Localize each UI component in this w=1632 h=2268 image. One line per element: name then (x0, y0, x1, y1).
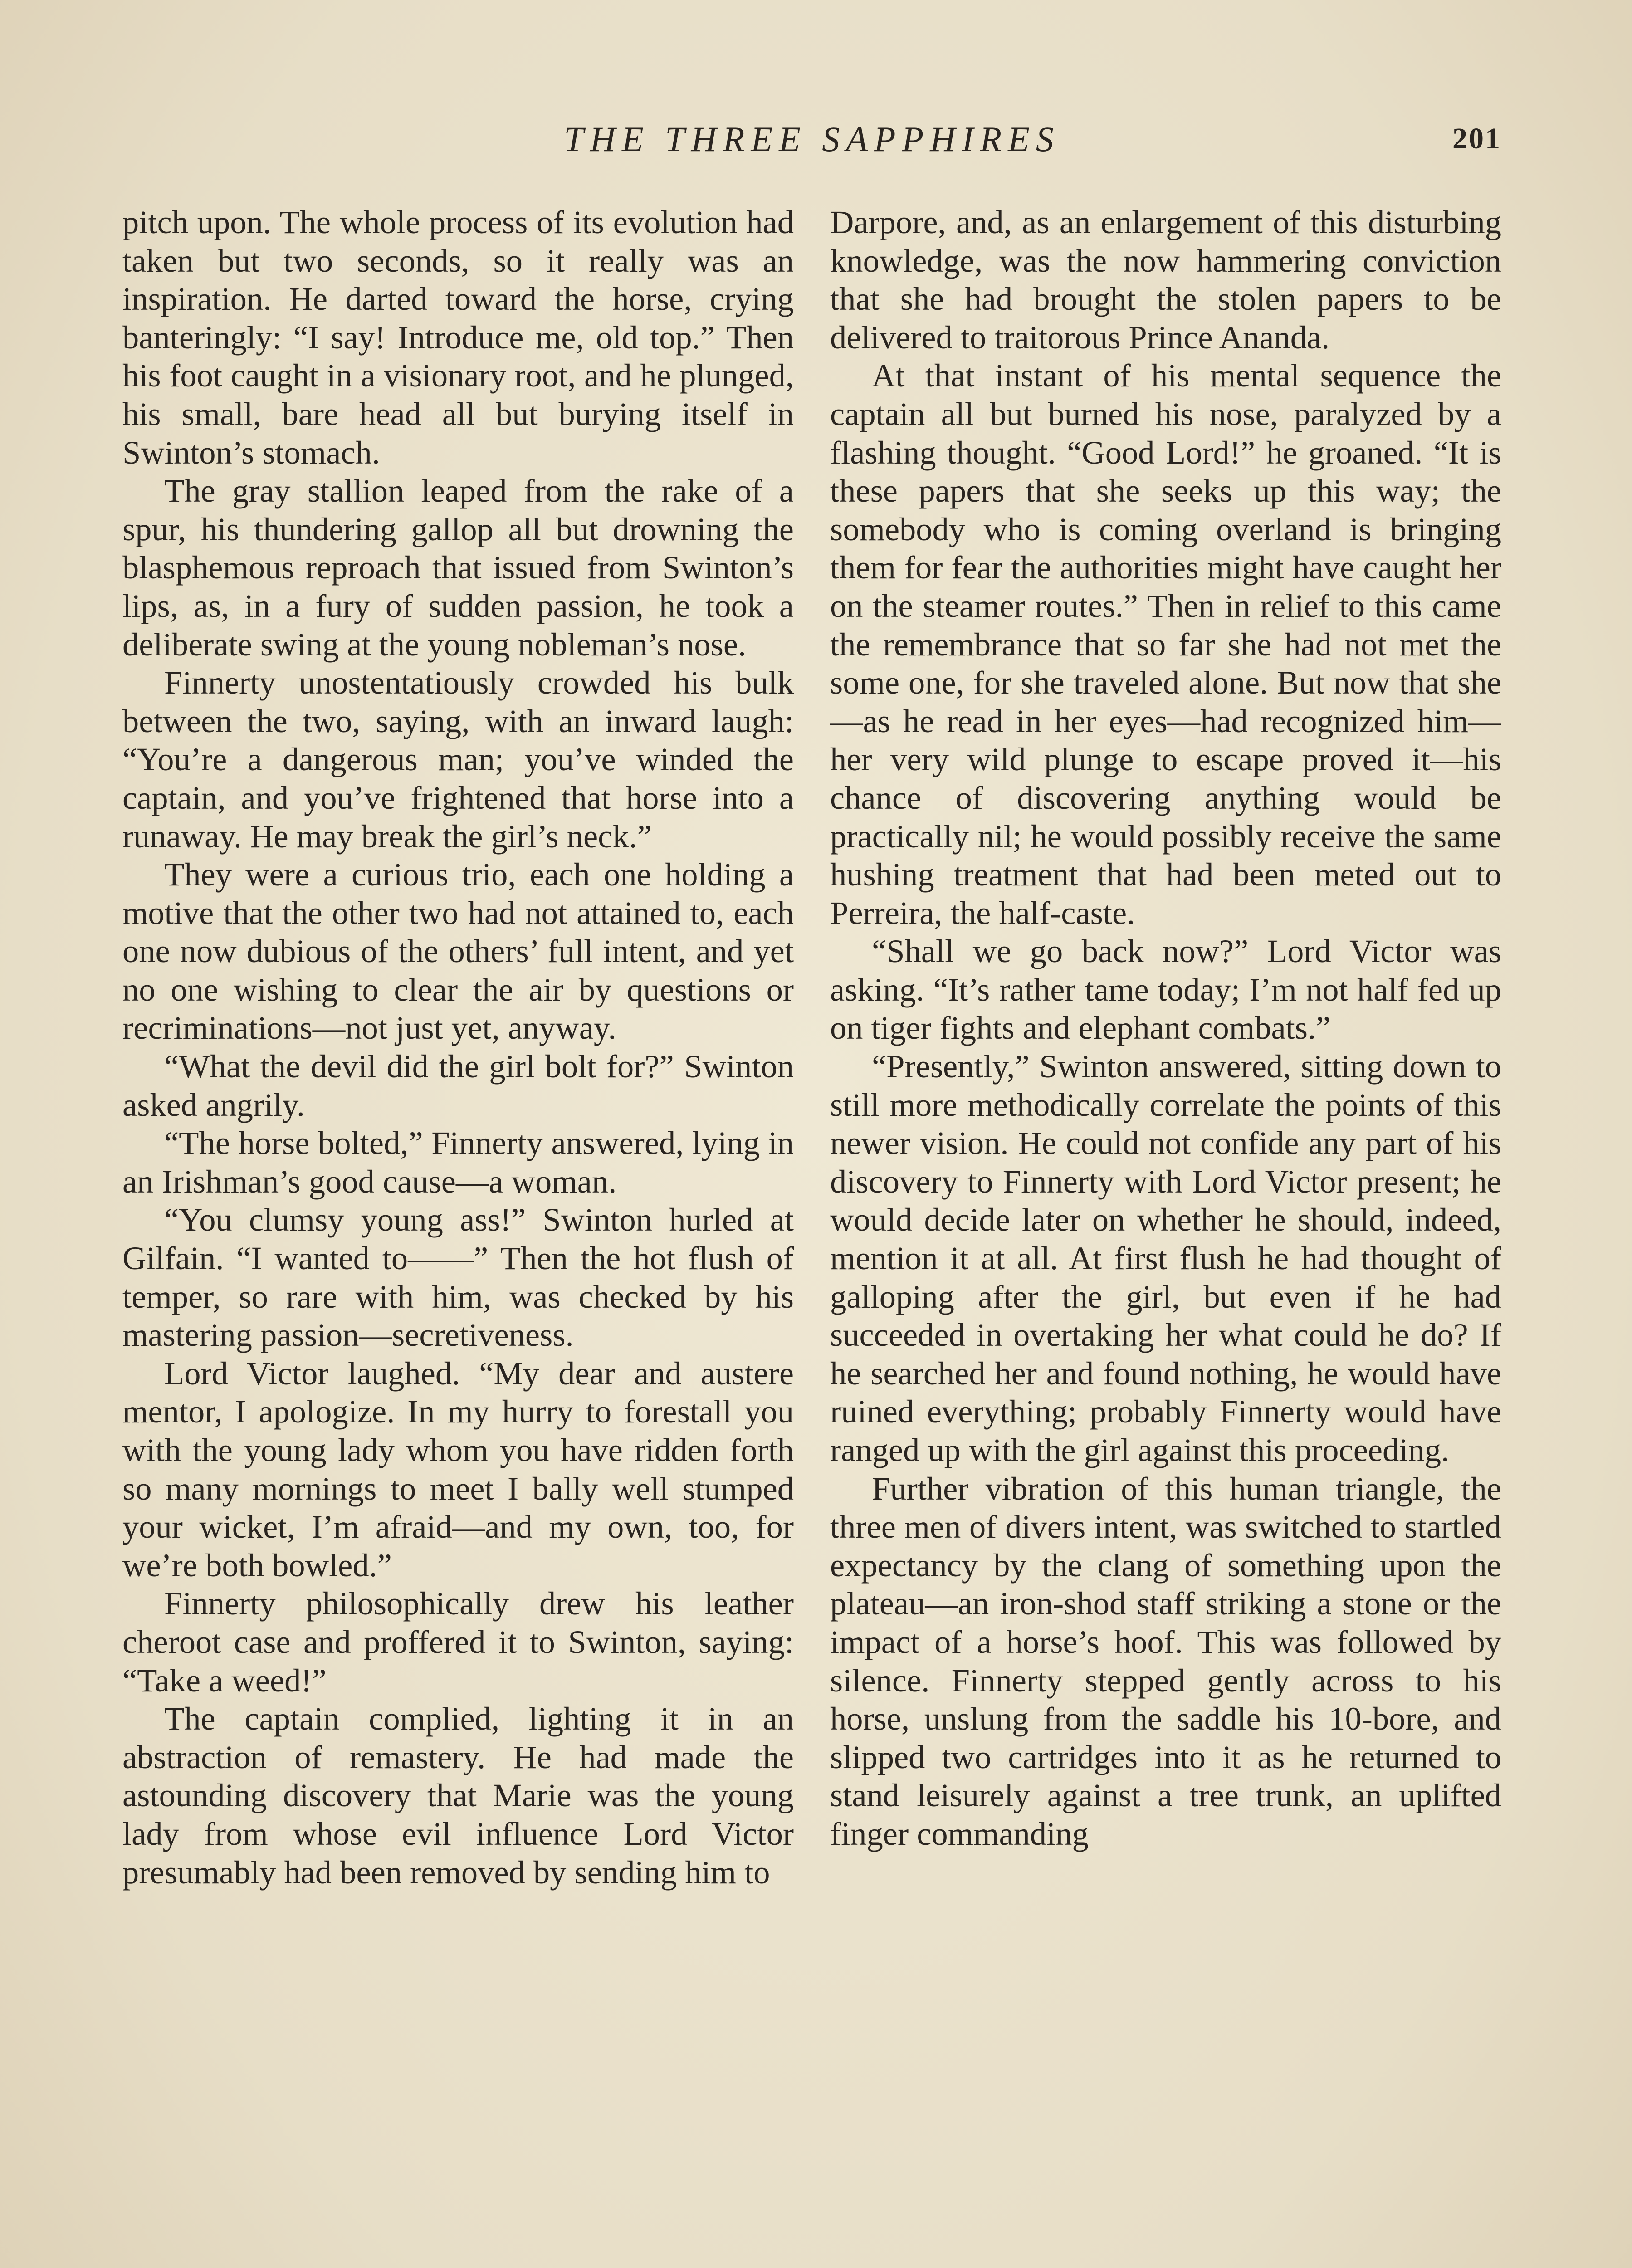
paragraph: “What the devil did the girl bolt for?” Swinton asked angrily. (122, 1048, 794, 1123)
paragraph: At that instant of his mental sequence the captain all but burned his nose, paralyzed by a flashing thought. “Good Lord!” he groaned. “It is these papers that she seeks up this way; the somebody who is coming overland is bringing them for fear the authorities might have caught her on the steamer routes.” Then in relief to this came the remembrance that so far she had not met the some one, for she traveled alone. But now that she—as he read in her eyes—had recognized him—her very wild plunge to escape proved it—his chance of discovering anything would be practically nil; he would possibly receive the same hushing treatment that had been meted out to Perreira, the half-caste. (830, 357, 1501, 931)
paragraph: Lord Victor laughed. “My dear and austere mentor, I apologize. In my hurry to forestall you with the young lady whom you have ridden forth so many mornings to meet I bally well stumped your wicket, I’m afraid—and my own, too, for we’re both bowled.” (122, 1354, 794, 1584)
paragraph: “Shall we go back now?” Lord Victor was asking. “It’s rather tame today; I’m not half fed up on tiger fights and elephant combats.” (830, 933, 1501, 1046)
page-header (122, 119, 1501, 169)
paragraph: Further vibration of this human triangle, the three men of divers intent, was switched to startled expectancy by the clang of something upon the plateau—an iron-shod staff striking a stone or the impact of a horse’s hoof. This was followed by silence. Finnerty stepped gently across to his horse, unslung from the saddle his 10-bore, and slipped two cartridges into it as he returned to stand leisurely against a tree trunk, an uplifted finger commanding (830, 1470, 1501, 1852)
paragraph: They were a curious trio, each one holding a motive that the other two had not attained to, each one now dubious of the others’ full intent, and yet no one wishing to clear the air by questions or recriminations—not just yet, anyway. (122, 856, 794, 1046)
paragraph: The captain complied, lighting it in an abstraction of remastery. He had made the astounding discovery that Marie was the young lady from whose evil influence Lord Victor presumably had been removed by sending him to (122, 1700, 794, 1891)
paragraph: “Presently,” Swinton answered, sitting down to still more methodically correlate the points of this newer vision. He could not confide any part of his discovery to Finnerty with Lord Victor present; he would decide later on whether he should, indeed, mention it at all. At first flush he had thought of galloping after the girl, but even if he had succeeded in overtaking her what could he do? If he searched her and found nothing, he would have ruined everything; probably Finnerty would have ranged up with the girl against this proceeding. (830, 1048, 1501, 1468)
running-title: THE THREE SAPPHIRES (564, 119, 1060, 159)
paragraph: “You clumsy young ass!” Swinton hurled at Gilfain. “I wanted to——” Then the hot flush of temper, so rare with him, was checked by his mastering passion—secretiveness. (122, 1201, 794, 1354)
right-column (830, 203, 1501, 2268)
left-column (122, 203, 794, 2268)
paragraph: Darpore, and, as an enlargement of this disturbing knowledge, was the now hammering conviction that she had brought the stolen papers to be delivered to traitorous Prince Ananda. (830, 204, 1501, 356)
paragraph: pitch upon. The whole process of its evolution had taken but two seconds, so it really was an inspiration. He darted toward the horse, crying banteringly: “I say! Introduce me, old top.” Then his foot caught in a visionary root, and he plunged, his small, bare head all but burying itself in Swinton’s stomach. (122, 204, 794, 471)
page-number: 201 (1452, 122, 1501, 155)
paragraph: “The horse bolted,” Finnerty answered, lying in an Irishman’s good cause—a woman. (122, 1124, 794, 1200)
paragraph: Finnerty unostentatiously crowded his bulk between the two, saying, with an inward laugh: “You’re a dangerous man; you’ve winded the captain, and you’ve frightened that horse into a runaway. He may break the girl’s neck.” (122, 664, 794, 855)
paragraph: The gray stallion leaped from the rake of a spur, his thundering gallop all but drowning the blasphemous reproach that issued from Swinton’s lips, as, in a fury of sudden passion, he took a deliberate swing at the young nobleman’s nose. (122, 472, 794, 663)
paragraph: Finnerty philosophically drew his leather cheroot case and proffered it to Swinton, saying: “Take a weed!” (122, 1585, 794, 1699)
